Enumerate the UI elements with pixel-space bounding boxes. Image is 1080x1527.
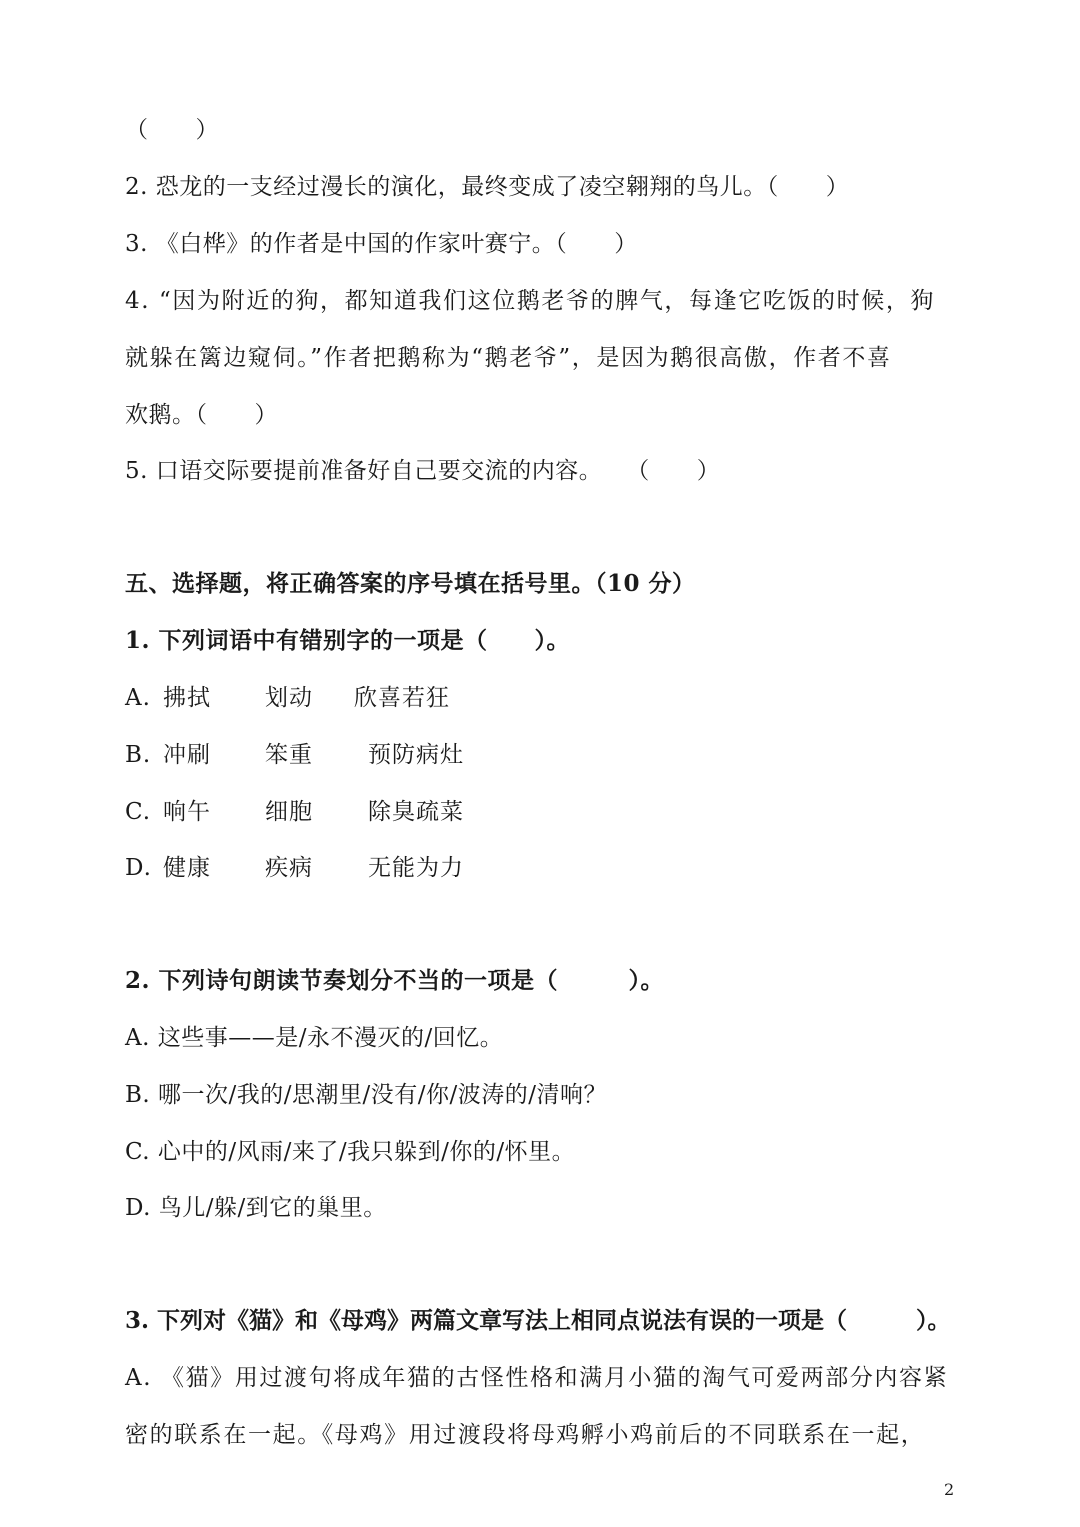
- option-word-1: 拂拭: [163, 685, 211, 711]
- judgement-question-5: 5. 口语交际要提前准备好自己要交流的内容。 （ ）: [125, 458, 721, 484]
- choice-question-3-stem: 3. 下列对《猫》和《母鸡》两篇文章写法上相同点说法有误的一项是（ ）。: [125, 1307, 951, 1334]
- option-letter: D.: [125, 855, 152, 881]
- option-word-2: 划动: [265, 685, 313, 711]
- option-letter: B.: [125, 742, 152, 768]
- choice-question-2-option-b: B. 哪一次/我的/思潮里/没有/你/波涛的/清响？: [125, 1082, 608, 1108]
- choice-question-2-stem: 2. 下列诗句朗读节奏划分不当的一项是（ ）。: [125, 967, 665, 994]
- option-word-2: 笨重: [265, 742, 313, 768]
- q1-answer-blank: （ ）: [125, 117, 219, 143]
- option-letter: C.: [125, 799, 152, 825]
- option-word-1: 响午: [163, 799, 211, 825]
- judgement-question-4-line-2: 就躲在篱边窥伺。”作者把鹅称为“鹅老爷”，是因为鹅很高傲，作者不喜: [125, 345, 892, 371]
- option-word-3: 欣喜若狂: [354, 685, 450, 711]
- choice-question-2-option-d: D. 鸟儿/躲/到它的巢里。: [125, 1195, 387, 1221]
- option-word-3: 预防病灶: [368, 742, 464, 768]
- judgement-question-4-line-1: 4. “因为附近的狗，都知道我们这位鹅老爷的脾气，每逢它吃饭的时候，狗: [125, 288, 936, 314]
- page-number: 2: [944, 1480, 955, 1499]
- option-word-3: 无能为力: [368, 855, 464, 881]
- choice-question-3-option-a-line-2: 密的联系在一起。《母鸡》用过渡段将母鸡孵小鸡前后的不同联系在一起，: [125, 1422, 926, 1448]
- choice-question-3-option-a-line-1: A. 《猫》用过渡句将成年猫的古怪性格和满月小猫的淘气可爱两部分内容紧: [125, 1365, 949, 1391]
- judgement-question-4-line-3: 欢鹅。（ ）: [125, 402, 278, 428]
- choice-question-2-option-c: C. 心中的/风雨/来了/我只躲到/你的/怀里。: [125, 1139, 576, 1165]
- option-word-1: 冲刷: [163, 742, 211, 768]
- judgement-question-2: 2. 恐龙的一支经过漫长的演化，最终变成了凌空翱翔的鸟儿。（ ）: [125, 174, 850, 200]
- option-word-2: 细胞: [265, 799, 313, 825]
- choice-question-1-stem: 1. 下列词语中有错别字的一项是（ ）。: [125, 627, 571, 654]
- option-word-3: 除臭疏菜: [368, 799, 464, 825]
- choice-question-2-option-a: A. 这些事——是/永不漫灭的/回忆。: [125, 1025, 504, 1051]
- option-word-2: 疾病: [265, 855, 313, 881]
- section-5-heading: 五、选择题，将正确答案的序号填在括号里。（10 分）: [125, 570, 696, 597]
- option-word-1: 健康: [163, 855, 211, 881]
- option-letter: A.: [125, 685, 151, 711]
- judgement-question-3: 3. 《白桦》的作者是中国的作家叶赛宁。（ ）: [125, 231, 638, 257]
